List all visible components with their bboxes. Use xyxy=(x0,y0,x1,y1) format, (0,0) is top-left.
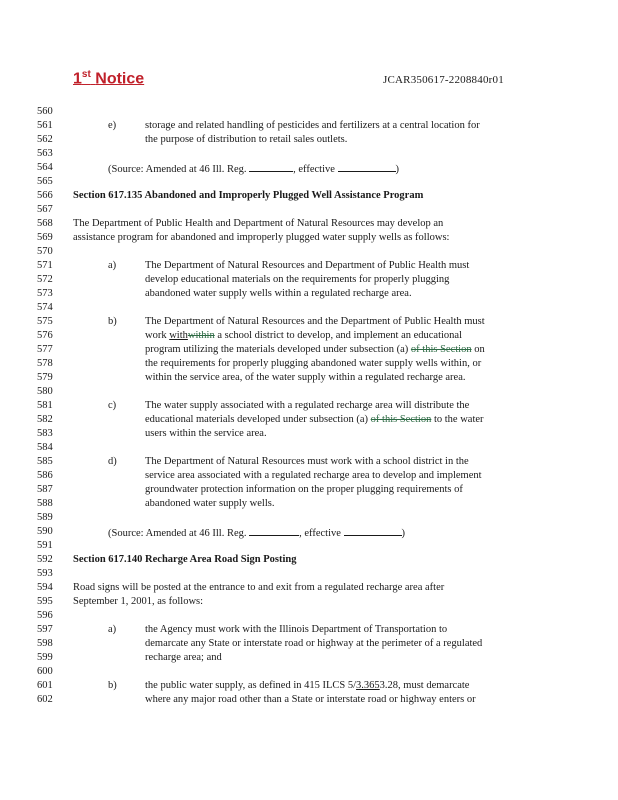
line-number: 567 xyxy=(37,204,53,215)
line-number: 595 xyxy=(37,596,53,607)
section-intro: assistance program for abandoned and improperly plugged water supply wells as follows: xyxy=(73,232,450,243)
line-number: 588 xyxy=(37,498,53,509)
line-number: 594 xyxy=(37,582,53,593)
line-number: 591 xyxy=(37,540,53,551)
line-number: 583 xyxy=(37,428,53,439)
item-a-text: recharge area; and xyxy=(145,652,222,663)
item-a-label: a) xyxy=(108,260,117,271)
source-note: (Source: Amended at 46 Ill. Reg. , effective ) xyxy=(108,161,399,177)
line-number: 562 xyxy=(37,134,53,145)
first-notice-label: 1st Notice xyxy=(73,69,145,88)
line-number: 581 xyxy=(37,400,53,411)
line-number: 597 xyxy=(37,624,53,635)
item-d-text: The Department of Natural Resources must work with a school district in the xyxy=(145,456,469,467)
item-e-text: the purpose of distribution to retail sales outlets. xyxy=(145,134,348,145)
item-b-label: b) xyxy=(108,316,117,327)
item-c-text: The water supply associated with a regulated recharge area will distribute the xyxy=(145,400,470,411)
item-a-text: abandoned water supply wells within a regulated recharge area. xyxy=(145,288,412,299)
section-intro: September 1, 2001, as follows: xyxy=(73,596,204,607)
document-id: JCAR350617-2208840r01 xyxy=(383,74,504,86)
line-number: 578 xyxy=(37,358,53,369)
line-number: 564 xyxy=(37,162,53,173)
item-a-text: demarcate any State or interstate road or highway at the perimeter of a regulated xyxy=(145,638,483,649)
inserted-text: with xyxy=(169,330,188,341)
section-heading: Section 617.135 Abandoned and Improperly Plugged Well Assistance Program xyxy=(73,190,424,201)
item-b-text: the public water supply, as defined in 415 ILCS 5/3.3653.28, must demarcate xyxy=(145,680,470,691)
struck-text: of this Section xyxy=(410,344,472,355)
item-d-text: abandoned water supply wells. xyxy=(145,498,275,509)
line-number: 589 xyxy=(37,512,53,523)
item-a-text: The Department of Natural Resources and Department of Public Health must xyxy=(145,260,470,271)
line-number: 593 xyxy=(37,568,53,579)
line-number: 573 xyxy=(37,288,53,299)
line-number: 584 xyxy=(37,442,53,453)
item-a-label: a) xyxy=(108,624,117,635)
line-number: 586 xyxy=(37,470,53,481)
line-number: 563 xyxy=(37,148,53,159)
item-e-label: e) xyxy=(108,120,117,131)
line-number: 568 xyxy=(37,218,53,229)
item-d-text: groundwater protection information on the proper plugging requirements of xyxy=(145,484,463,495)
item-e-text: storage and related handling of pesticides and fertilizers at a central location for xyxy=(145,120,480,131)
line-number: 577 xyxy=(37,344,53,355)
item-b-text: where any major road other than a State or interstate road or highway enters or xyxy=(145,694,476,705)
inserted-text: 3.365 xyxy=(356,680,380,691)
source-note: (Source: Amended at 46 Ill. Reg. , effective ) xyxy=(108,525,405,541)
line-number: 580 xyxy=(37,386,53,397)
line-number: 560 xyxy=(37,106,53,117)
item-b-text: within the service area, of the water supply within a regulated recharge area. xyxy=(145,372,466,383)
line-number: 600 xyxy=(37,666,53,677)
line-number: 566 xyxy=(37,190,53,201)
line-number: 590 xyxy=(37,526,53,537)
section-intro: Road signs will be posted at the entrance to and exit from a regulated recharge area after xyxy=(73,582,445,593)
item-a-text: develop educational materials on the requirements for properly plugging xyxy=(145,274,450,285)
line-number: 587 xyxy=(37,484,53,495)
item-b-text: work withwithin a school district to develop, and implement an educational xyxy=(145,330,462,341)
line-number: 602 xyxy=(37,694,53,705)
item-b-label: b) xyxy=(108,680,117,691)
line-number: 570 xyxy=(37,246,53,257)
line-number: 575 xyxy=(37,316,53,327)
line-number: 579 xyxy=(37,372,53,383)
line-number: 574 xyxy=(37,302,53,313)
item-b-text: the requirements for properly plugging abandoned water supply wells within, or xyxy=(145,358,482,369)
line-number: 585 xyxy=(37,456,53,467)
line-number: 572 xyxy=(37,274,53,285)
line-number: 565 xyxy=(37,176,53,187)
item-d-text: service area associated with a regulated recharge area to develop and implement xyxy=(145,470,482,481)
line-number: 599 xyxy=(37,652,53,663)
line-number: 592 xyxy=(37,554,53,565)
line-number: 601 xyxy=(37,680,53,691)
line-number: 596 xyxy=(37,610,53,621)
item-d-label: d) xyxy=(108,456,117,467)
struck-text: of this Section xyxy=(370,414,432,425)
line-number: 569 xyxy=(37,232,53,243)
item-a-text: the Agency must work with the Illinois Department of Transportation to xyxy=(145,624,448,635)
item-b-text: program utilizing the materials developed under subsection (a) of this Section on xyxy=(145,344,485,355)
line-number: 571 xyxy=(37,260,53,271)
item-c-text: users within the service area. xyxy=(145,428,267,439)
line-number: 561 xyxy=(37,120,53,131)
item-c-text: educational materials developed under subsection (a) of this Section to the water xyxy=(145,414,484,425)
section-heading: Section 617.140 Recharge Area Road Sign Posting xyxy=(73,554,297,565)
item-c-label: c) xyxy=(108,400,117,411)
section-intro: The Department of Public Health and Department of Natural Resources may develop an xyxy=(73,218,444,229)
line-number: 582 xyxy=(37,414,53,425)
line-number: 598 xyxy=(37,638,53,649)
struck-text: within xyxy=(187,330,215,341)
item-b-text: The Department of Natural Resources and the Department of Public Health must xyxy=(145,316,485,327)
line-number: 576 xyxy=(37,330,53,341)
